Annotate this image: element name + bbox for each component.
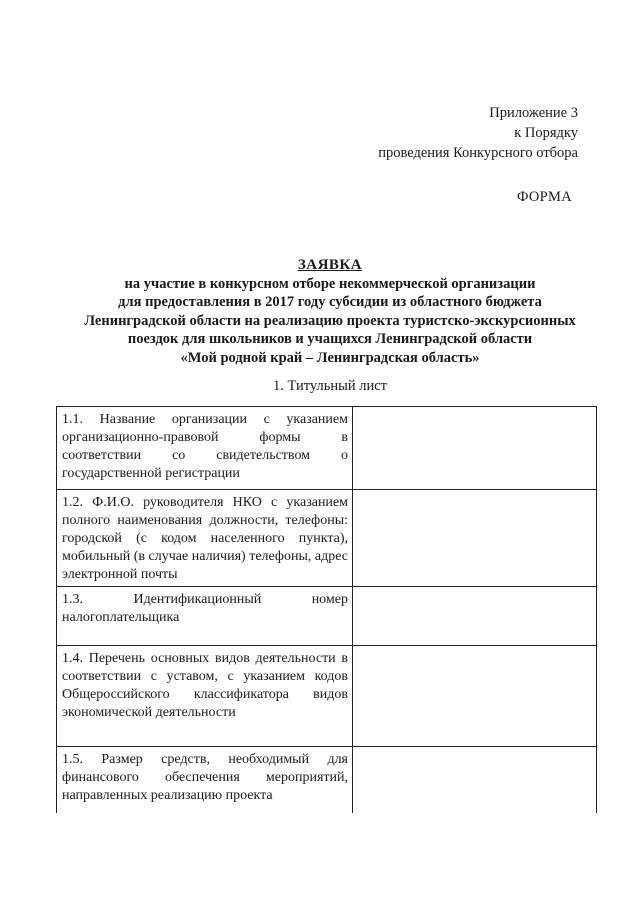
- title-line: «Мой родной край – Ленинградская область»: [180, 349, 480, 366]
- title-page-table: [56, 406, 597, 813]
- row-label: 1.2. Ф.И.О. руководителя НКО с указанием полного наименования должности, телефоны: городской (с кодом населенного пункта), мобильный (в случае наличия) телефоны, адрес электронной почты: [57, 490, 353, 587]
- appendix-reference: [378, 103, 578, 163]
- application-title-block: [40, 256, 620, 367]
- row-value-field[interactable]: [353, 490, 597, 587]
- table-row: [57, 407, 597, 490]
- table-row: [57, 490, 597, 587]
- row-value-field[interactable]: [353, 747, 597, 814]
- row-value-field[interactable]: [353, 646, 597, 747]
- form-label: ФОРМА: [516, 189, 572, 205]
- row-value-field[interactable]: [353, 587, 597, 646]
- title-line: для предоставления в 2017 году субсидии из областного бюджета: [118, 294, 542, 310]
- title-line: поездок для школьников и учащихся Ленинградской области: [127, 331, 533, 347]
- title-line: Ленинградской области на реализацию проекта туристско-экскурсионных: [84, 312, 576, 329]
- row-label: 1.3. Идентификационный номер налогоплательщика: [57, 587, 353, 646]
- row-label: 1.4. Перечень основных видов деятельности в соответствии с уставом, с указанием кодов Общероссийского классификатора видов экономической деятельности: [57, 646, 353, 747]
- appendix-line: к Порядку: [514, 125, 578, 141]
- table-row: [57, 646, 597, 747]
- application-title: ЗАЯВКА: [297, 257, 363, 273]
- row-value-field[interactable]: [353, 407, 597, 490]
- appendix-line: Приложение 3: [489, 105, 578, 121]
- title-line: на участие в конкурсном отборе некоммерческой организации: [124, 275, 536, 292]
- row-label: 1.5. Размер средств, необходимый для финансового обеспечения мероприятий, направленных реализацию проекта: [57, 747, 353, 814]
- table-row: [57, 587, 597, 646]
- section-title: 1. Титульный лист: [272, 378, 388, 394]
- table-row: [57, 747, 597, 814]
- row-label: 1.1. Название организации с указанием организационно-правовой формы в соответствии со свидетельством о государственной регистрации: [57, 407, 353, 490]
- appendix-line: проведения Конкурсного отбора: [378, 145, 578, 161]
